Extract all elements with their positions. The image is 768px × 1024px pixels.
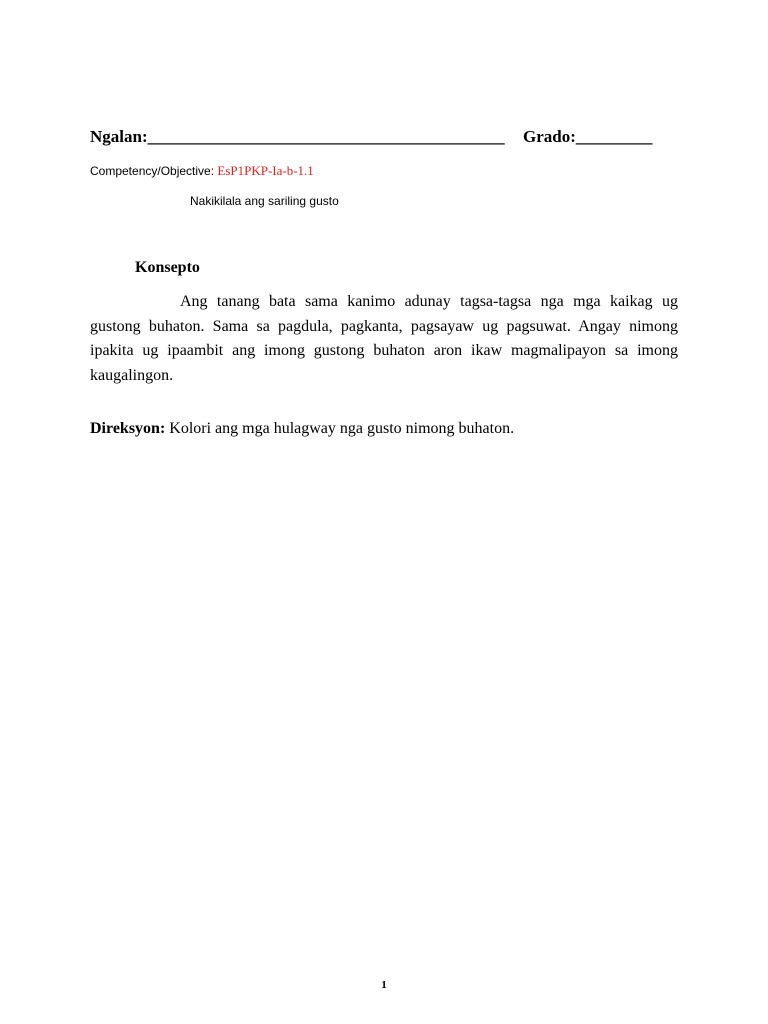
page-number: 1 [381, 979, 387, 991]
concept-paragraph: Ang tanang bata sama kanimo adunay tagsa-tagsa nga mga kaikag ug gustong buhaton. Sama sa pagdula, pagkanta, pagsayaw ug pagsuwat. Angay nimong ipakita ug ipaambit ang imong gustong buhaton aron ikaw magmalipayon sa imong kaugalingon. [90, 293, 678, 384]
competency-line [90, 163, 314, 179]
name-field [90, 127, 505, 147]
name-label: Ngalan: [90, 127, 148, 146]
grade-label: Grado: [523, 127, 576, 146]
direction-line [90, 420, 514, 438]
concept-title: Konsepto [135, 259, 200, 276]
grade-blank-line: _________ [575, 127, 653, 146]
grade-field [523, 127, 652, 147]
competency-code: EsP1PKP-Ia-b-1.1 [217, 163, 314, 178]
name-blank-line: __________________________________________ [147, 127, 505, 146]
objective-text: Nakikilala ang sariling gusto [190, 194, 339, 208]
competency-label: Competency/Objective: [90, 164, 218, 178]
direction-text: Kolori ang mga hulagway nga gusto nimong buhaton. [165, 420, 515, 437]
direction-label: Direksyon: [90, 420, 166, 437]
